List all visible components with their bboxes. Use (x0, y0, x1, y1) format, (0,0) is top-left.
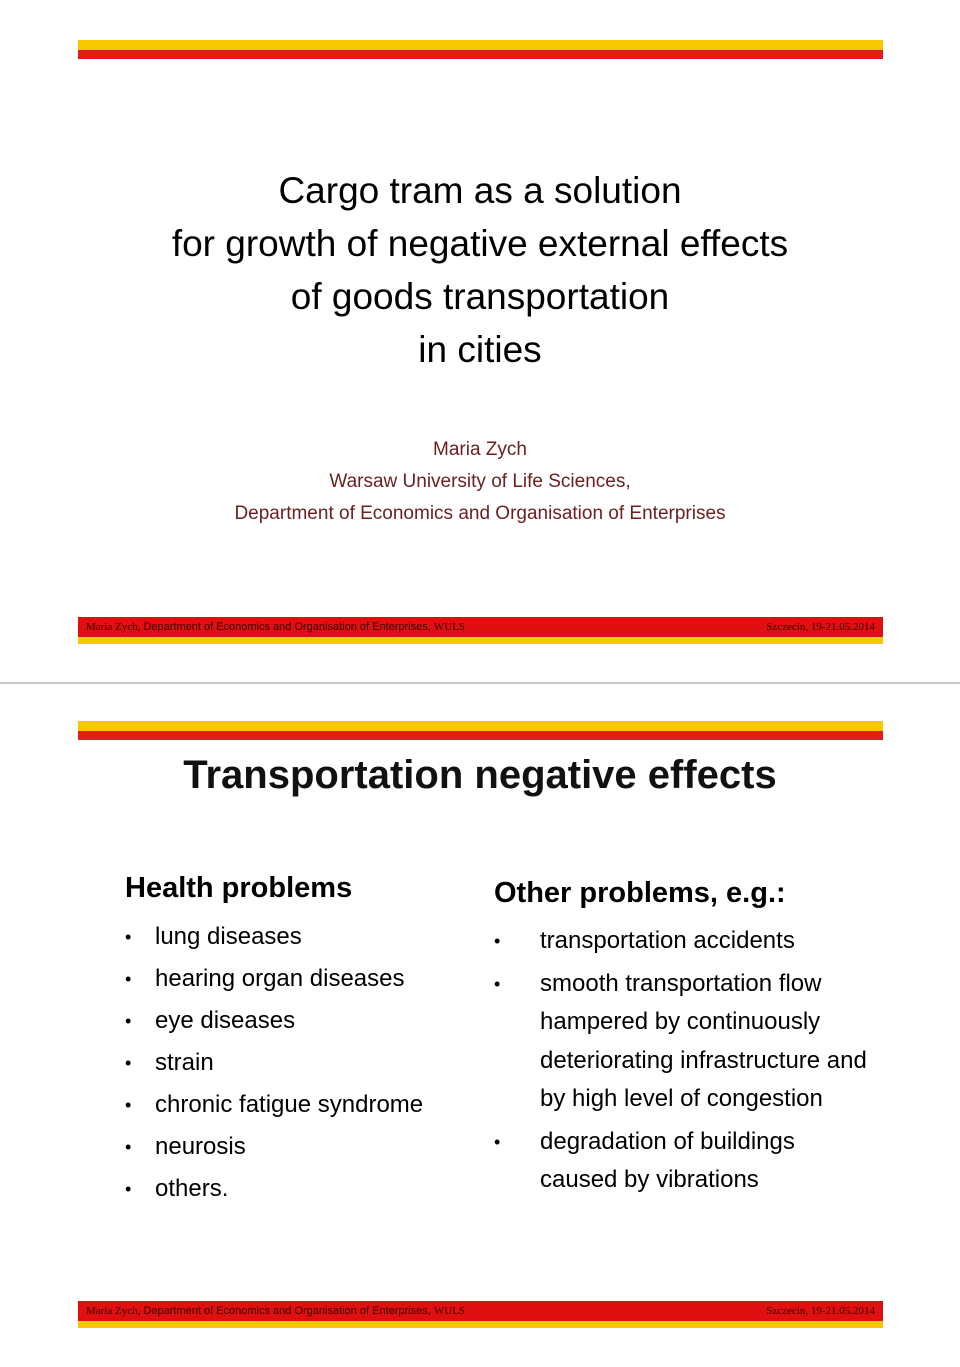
presentation-title (0, 164, 960, 376)
footer-place-date: Szczecin, 19-21.05.2014 (766, 1305, 875, 1317)
footer-stripe-yellow (78, 1321, 883, 1328)
footer-university: WULS (433, 1305, 466, 1317)
list-item: • lung diseases (155, 916, 475, 958)
list-item: • strain (155, 1042, 475, 1084)
list-item: • neurosis (155, 1126, 475, 1168)
title-line: of goods transportation (290, 276, 670, 317)
header-stripe-red (78, 50, 883, 59)
title-line: for growth of negative external effects (171, 223, 789, 264)
slide-title: Transportation negative effects (183, 753, 777, 797)
footer-credit (86, 620, 465, 634)
list-item: • smooth transportation flow hampered by continuously deteriorating infrastructure and by high level of congestion (540, 965, 870, 1119)
footer-name: Maria Zych, (86, 1305, 141, 1317)
affiliation-line: Department of Economics and Organisation of Enterprises (234, 503, 726, 524)
affiliation-line: Warsaw University of Life Sciences, (329, 471, 631, 492)
bullet-icon: • (494, 931, 501, 951)
bullet-icon: • (125, 927, 132, 947)
list-item: • chronic fatigue syndrome (155, 1084, 475, 1126)
health-problems-list (125, 916, 475, 1210)
header-stripe-red (78, 731, 883, 740)
list-item: • others. (155, 1168, 475, 1210)
slide-footer (78, 1301, 883, 1321)
health-problems-heading: Health problems (125, 872, 353, 904)
bullet-icon: • (494, 1131, 501, 1152)
other-problems-heading: Other problems, e.g.: (494, 877, 786, 909)
footer-name: Maria Zych, (86, 621, 141, 633)
title-slide (0, 0, 960, 682)
list-item: • hearing organ diseases (155, 958, 475, 1000)
header-stripe-yellow (78, 721, 883, 731)
bullet-icon: • (125, 1053, 132, 1073)
footer-university: WULS (433, 621, 466, 633)
list-item: • transportation accidents (540, 922, 870, 961)
author-block (0, 434, 960, 530)
footer-credit (86, 1304, 465, 1318)
footer-place-date: Szczecin, 19-21.05.2014 (766, 621, 875, 633)
bullet-icon: • (125, 1137, 132, 1157)
other-problems-list (494, 922, 870, 1200)
bullet-icon: • (494, 973, 501, 994)
author-name: Maria Zych (433, 439, 527, 460)
footer-department: Department of Economics and Organisation of Enterprises, (143, 621, 431, 633)
bullet-icon: • (125, 1011, 132, 1031)
slide-footer (78, 617, 883, 637)
title-line: Cargo tram as a solution (278, 170, 682, 211)
bullet-icon: • (125, 1179, 132, 1199)
list-item: • degradation of buildings caused by vibrations (540, 1123, 870, 1200)
footer-department: Department of Economics and Organisation of Enterprises, (143, 1305, 431, 1317)
header-stripe-yellow (78, 40, 883, 50)
title-line: in cities (418, 329, 542, 370)
bullet-icon: • (125, 969, 132, 989)
footer-stripe-yellow (78, 637, 883, 644)
bullet-icon: • (125, 1095, 132, 1115)
list-item: • eye diseases (155, 1000, 475, 1042)
